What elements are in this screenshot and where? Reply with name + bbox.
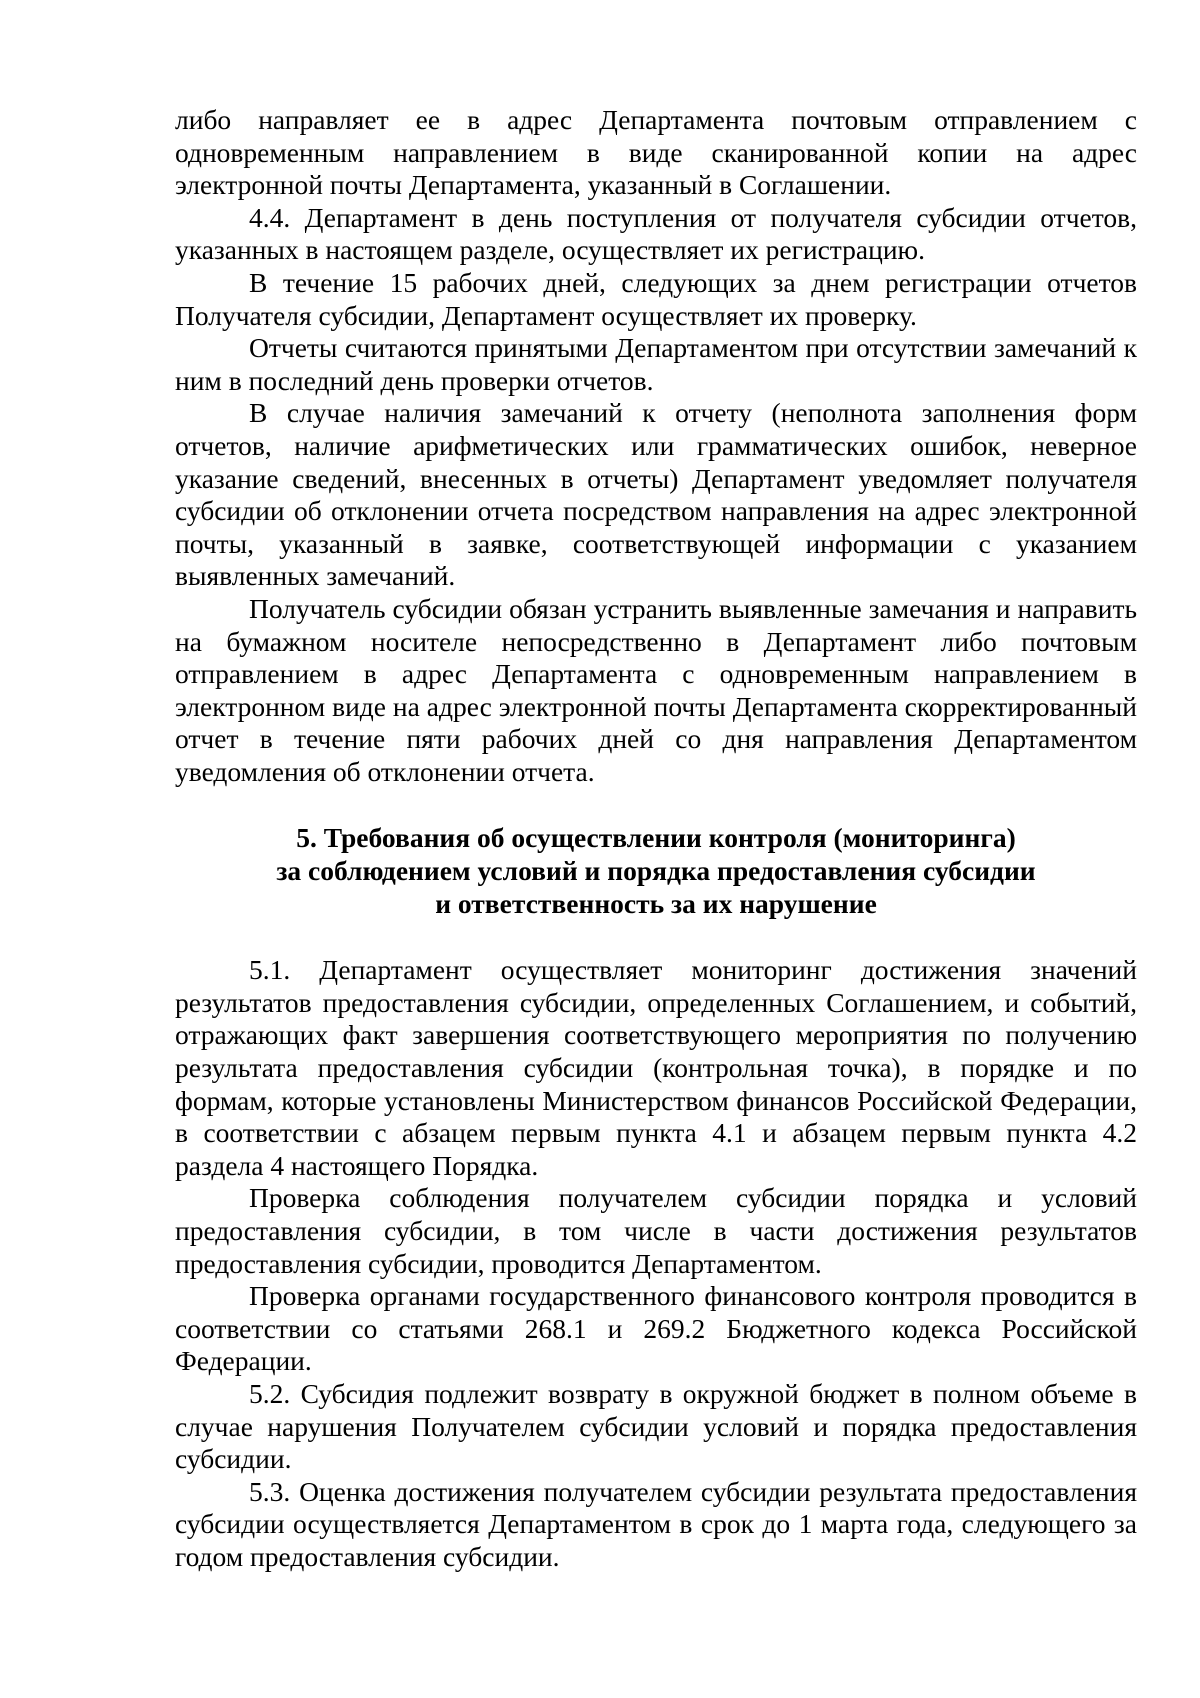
- paragraph-compliance-check: Проверка соблюдения получателем субсидии порядка и условий предоставления субсидии, в том числе в части достижения результатов предоставления субсидии, проводится Департаментом.: [175, 1182, 1137, 1279]
- paragraph-corrections: Получатель субсидии обязан устранить выявленные замечания и направить на бумажном носителе непосредственно в Департамент либо почтовым отправлением в адрес Департамента с одновременным направлением в электронном виде на адрес электронной почты Департамента скорректированный отчет в течение пяти рабочих дней со дня направления Департаментом уведомления об отклонении отчета.: [175, 592, 1137, 787]
- section-heading-line-1: 5. Требования об осуществлении контроля (мониторинга): [296, 822, 1016, 854]
- paragraph-5-1: 5.1. Департамент осуществляет мониторинг достижения значений результатов предоставления субсидии, определенных Соглашением, и событий, отражающих факт завершения соответствующего мероприятия по получению результата предоставления субсидии (контрольная точка), в порядке и по формам, которые установлены Министерством финансов Российской Федерации, в соответствии с абзацем первым пункта 4.1 и абзацем первым пункта 4.2 раздела 4 настоящего Порядка.: [175, 954, 1137, 1181]
- paragraph-continuation: либо направляет ее в адрес Департамента почтовым отправлением с одновременным направлением в виде сканированной копии на адрес электронной почты Департамента, указанный в Соглашении.: [175, 104, 1137, 201]
- section-heading-line-2: за соблюдением условий и порядка предоставления субсидии: [276, 855, 1036, 887]
- section-heading-line-3: и ответственность за их нарушение: [435, 887, 877, 919]
- paragraph-review-period: В течение 15 рабочих дней, следующих за днем регистрации отчетов Получателя субсидии, Департамент осуществляет их проверку.: [175, 266, 1137, 331]
- document-page: [175, 104, 1137, 1574]
- paragraph-4-4: 4.4. Департамент в день поступления от получателя субсидии отчетов, указанных в настоящем разделе, осуществляет их регистрацию.: [175, 201, 1137, 266]
- paragraph-remarks: В случае наличия замечаний к отчету (неполнота заполнения форм отчетов, наличие арифметических или грамматических ошибок, неверное указание сведений, внесенных в отчеты) Департамент уведомляет получателя субсидии об отклонении отчета посредством направления на адрес электронной почты, указанный в заявке, соответствующей информации с указанием выявленных замечаний.: [175, 397, 1137, 592]
- paragraph-5-2: 5.2. Субсидия подлежит возврату в окружной бюджет в полном объеме в случае нарушения Получателем субсидии условий и порядка предоставления субсидии.: [175, 1377, 1137, 1475]
- paragraph-5-3: 5.3. Оценка достижения получателем субсидии результата предоставления субсидии осуществляется Департаментом в срок до 1 марта года, следующего за годом предоставления субсидии.: [175, 1475, 1137, 1572]
- paragraph-reports-accepted: Отчеты считаются принятыми Департаментом при отсутствии замечаний к ним в последний день проверки отчетов.: [175, 332, 1137, 396]
- section-5-heading: [175, 822, 1137, 920]
- paragraph-financial-control: Проверка органами государственного финансового контроля проводится в соответствии со статьями 268.1 и 269.2 Бюджетного кодекса Российской Федерации.: [175, 1280, 1137, 1377]
